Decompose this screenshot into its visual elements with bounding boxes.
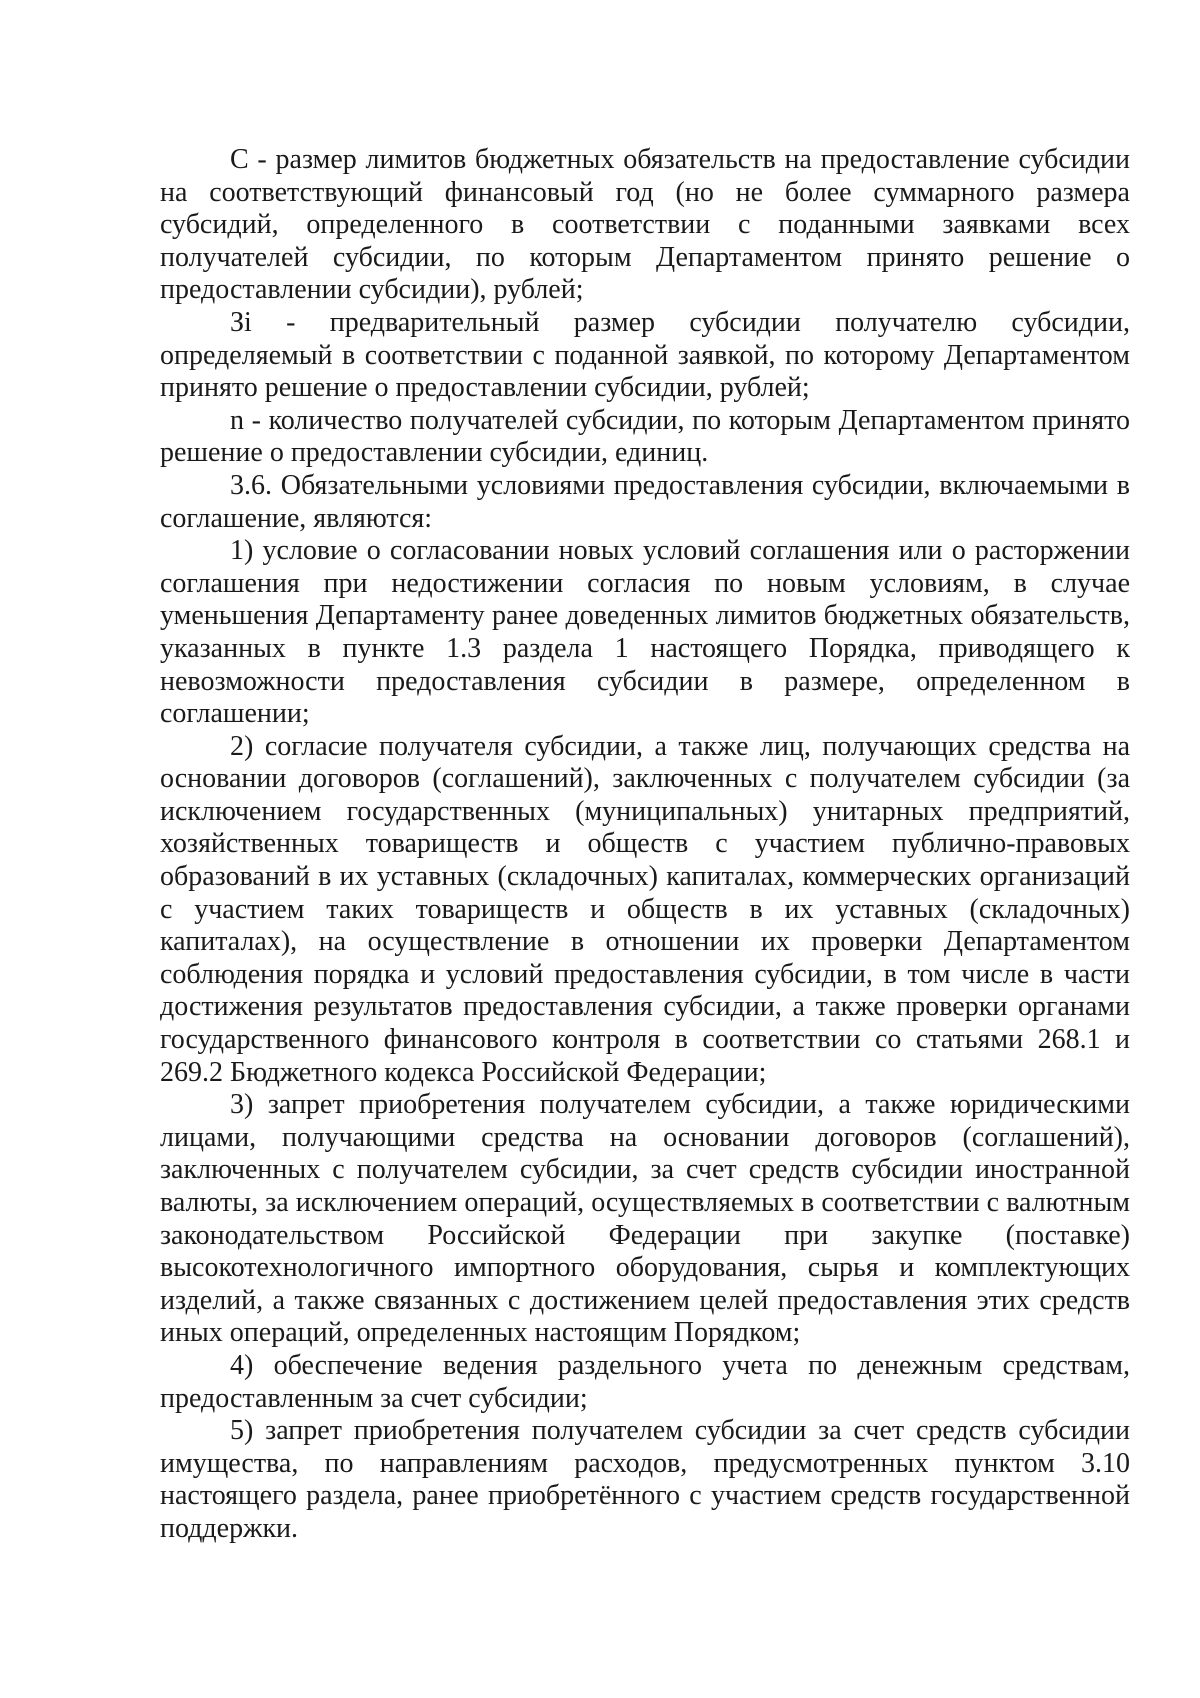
paragraph-n-definition: n - количество получателей субсидии, по которым Департаментом принято решение о предоставлении субсидии, единиц. xyxy=(160,404,1130,469)
paragraph-condition-5: 5) запрет приобретения получателем субсидии за счет средств субсидии имущества, по направлениям расходов, предусмотренных пунктом 3.10 настоящего раздела, ранее приобретённого с участием средств государственной поддержки. xyxy=(160,1415,1130,1544)
paragraph-condition-4: 4) обеспечение ведения раздельного учета по денежным средствам, предоставленным за счет субсидии; xyxy=(160,1349,1130,1414)
paragraph-condition-2: 2) согласие получателя субсидии, а также лиц, получающих средства на основании договоров (соглашений), заключенных с получателем субсидии (за исключением государственных (муниципальных) унитарных предприятий, хозяйственных товариществ и обществ с участием публично-правовых образований в их уставных (складочных) капиталах, коммерческих организаций с участием таких товариществ и обществ в их уставных (складочных) капиталах), на осуществление в отношении их проверки Департаментом соблюдения порядка и условий предоставления субсидии, в том числе в части достижения результатов предоставления субсидии, а также проверки органами государственного финансового контроля в соответствии со статьями 268.1 и 269.2 Бюджетного кодекса Российской Федерации; xyxy=(160,730,1130,1088)
paragraph-zi-definition: Зi - предварительный размер субсидии получателю субсидии, определяемый в соответствии с поданной заявкой, по которому Департаментом принято решение о предоставлении субсидии, рублей; xyxy=(160,306,1130,404)
paragraph-condition-3: 3) запрет приобретения получателем субсидии, а также юридическими лицами, получающими средства на основании договоров (соглашений), заключенных с получателем субсидии, за счет средств субсидии иностранной валюты, за исключением операций, осуществляемых в соответствии с валютным законодательством Российской Федерации при закупке (поставке) высокотехнологичного импортного оборудования, сырья и комплектующих изделий, а также связанных с достижением целей предоставления этих средств иных операций, определенных настоящим Порядком; xyxy=(160,1089,1130,1349)
document-body xyxy=(160,144,1130,1546)
paragraph-condition-1: 1) условие о согласовании новых условий соглашения или о расторжении соглашения при недостижении согласия по новым условиям, в случае уменьшения Департаменту ранее доведенных лимитов бюджетных обязательств, указанных в пункте 1.3 раздела 1 настоящего Порядка, приводящего к невозможности предоставления субсидии в размере, определенном в соглашении; xyxy=(160,535,1130,730)
paragraph-c-definition: С - размер лимитов бюджетных обязательств на предоставление субсидии на соответствующий финансовый год (но не более суммарного размера субсидий, определенного в соответствии с поданными заявками всех получателей субсидии, по которым Департаментом принято решение о предоставлении субсидии), рублей; xyxy=(160,144,1130,306)
paragraph-section-3-6: 3.6. Обязательными условиями предоставления субсидии, включаемыми в соглашение, являются: xyxy=(160,469,1130,534)
